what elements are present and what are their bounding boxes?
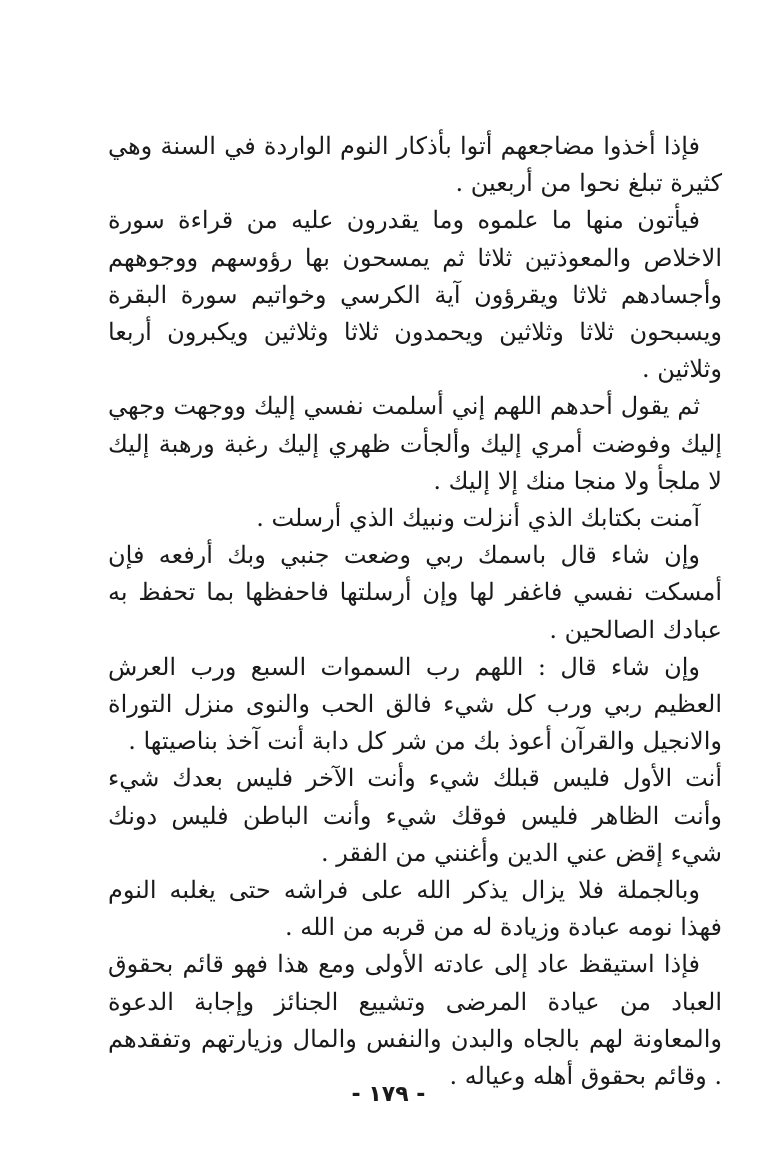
paragraph-amantu: آمنت بكتابك الذي أنزلت ونبيك الذي أرسلت . (256, 504, 700, 533)
paragraph-sleep-adhkar: فإذا أخذوا مضاجعهم أتوا بأذكار النوم الواردة في السنة وهي كثيرة تبلغ نحوا من أربعين . (108, 132, 722, 198)
paragraph-waking: فإذا استيقظ عاد إلى عادته الأولى ومع هذا فهو قائم بحقوق العباد من عيادة المرضى وتشييع الجنائز وإجابة الدعوة والمعاونة لهم بالجاه والبدن والنفس والمال وزيارتهم وتفقدهم . وقائم بحقوق أهله وعياله . (108, 950, 722, 1091)
paragraph-anta-al-awwal: أنت الأول فليس قبلك شيء وأنت الآخر فليس بعدك شيء وأنت الظاهر فليس فوقك شيء وأنت الباطن فليس دونك شيء إقض عني الدين وأغنني من الفقر . (108, 764, 722, 867)
paragraph-supplication: ثم يقول أحدهم اللهم إني أسلمت نفسي إليك ووجهت وجهي إليك وفوضت أمري إليك وألجأت ظهري إليك رغبة ورهبة إليك لا ملجأ ولا منجا منك إلا إليك . (108, 392, 722, 495)
paragraph-allahumma-rabb: وإن شاء قال : اللهم رب السموات السبع ورب العرش العظيم ربي ورب كل شيء فالق الحب والنوى منزل التوراة والانجيل والقرآن أعوذ بك من شر كل دابة أنت آخذ بناصيتها . (108, 652, 722, 756)
body-text (108, 128, 722, 1095)
paragraph-bismika: وإن شاء قال باسمك ربي وضعت جنبي وبك أرفعه فإن أمسكت نفسي فاغفر لها وإن أرسلتها فاحفظها بما تحفظ به عبادك الصالحين . (108, 541, 722, 644)
page-number: - ١٧٩ - (351, 1082, 426, 1107)
paragraph-recitation: فيأتون منها ما علموه وما يقدرون عليه من قراءة سورة الاخلاص والمعوذتين ثلاثا ثم يمسحون بها رؤوسهم ووجوههم وأجسادهم ثلاثا ويقرؤون آية الكرسي وخواتيم سورة البقرة ويسبحون ثلاثا وثلاثين ويحمدون ثلاثا وثلاثين ويكبرون أربعا وثلاثين . (108, 206, 722, 384)
paragraph-summary: وبالجملة فلا يزال يذكر الله على فراشه حتى يغلبه النوم فهذا نومه عبادة وزيادة له من قربه من الله . (108, 876, 722, 942)
